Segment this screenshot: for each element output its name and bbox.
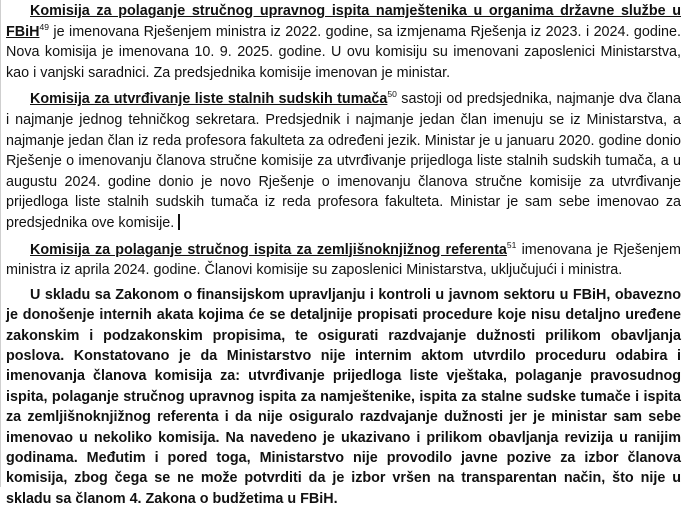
text-cursor: [178, 214, 180, 230]
paragraph-body: imenovana je Rješenjem ministra iz aprila 2024. godine. Članovi komisije su zaposlenici Ministarstva, uključujući i ministra.: [6, 241, 681, 279]
footnote-ref-50[interactable]: 50: [387, 89, 397, 100]
commission-title-upravni-ispit: Komisija za polaganje stručnog upravnog ispita namještenika u organima državne službe u FBiH: [6, 3, 681, 40]
paragraph-finding-bold: [6, 285, 681, 509]
paragraph-zemljisnoknjizni-referent: [6, 240, 681, 281]
footnote-ref-51[interactable]: 51: [506, 239, 517, 250]
paragraph-body: je imenovana Rješenjem ministra iz 2022. godine, sa izmjenama Rješenja iz 2023. i 2024. godine. Nova komisija je imenovana 10. 9. 2025. godine. U ovu komisiju su imenovani zaposlenici Ministarstva, kao i vanjski saradnici. Za predsjednika komisije imenovan je ministar.: [6, 23, 681, 81]
paragraph-upravni-ispit: [6, 0, 681, 83]
paragraph-body: sastoji od predsjednika, najmanje dva člana i najmanje jednog tehničkog sekretara. Predsjednik i najmanje jedan član imenuju se iz Ministarstva, a najmanje jedan član iz reda profesora fakulteta za određeni jezik. Ministar je u januaru 2020. godine donio Rješenje o imenovanju članova stručne komisije za utvrđivanje prijedloga liste stalnih sudskih tumača, a u augustu 2024. godine donio je novo Rješenje o imenovanju članova stručne komisije za utvrđivanje prijedloga liste stalnih sudskih tumača iz reda profesora fakulteta. Ministar je sam sebe imenovao za predsjednika ove komisije.: [6, 91, 681, 231]
commission-title-sudski-tumaci: Komisija za utvrđivanje liste stalnih sudskih tumača: [30, 91, 388, 108]
footnote-ref-49[interactable]: 49: [39, 21, 49, 32]
page-left-border: [0, 0, 4, 487]
commission-title-zemljisnoknjizni: Komisija za polaganje stručnog ispita za zemljišnoknjižnog referenta: [30, 241, 507, 258]
paragraph-sudski-tumaci: [6, 89, 681, 233]
paragraph-body: U skladu sa Zakonom o finansijskom upravljanju i kontroli u javnom sektoru u FBiH, obavezno je donošenje internih akata kojima će se detaljnije propisati procedure koje nisu detaljno uređene zakonskim i podzakonskim propisima, te osigurati razdvajanje dužnosti prilikom obavljanja poslova. Konstatovano je da Ministarstvo nije internim aktom utvrdilo proceduru odabira i imenovanja članova komisija za: utvrđivanje prijedloga liste vještaka, polaganje pravosudnog ispita, polaganje stručnog upravnog ispita za namještenike, ispita za stalne sudske tumače i ispita za zemljišnoknjižnog referenta i da nije osiguralo razdvajanje dužnosti jer je ministar sam sebe imenovao u nekoliko komisija. Na navedeno je ukazivano i prilikom obavljanja revizija u ranijim godinama. Međutim i pored toga, Ministarstvo nije provodilo javne pozive za izbor članova komisija, zbog čega se ne može potvrditi da je izbor vršen na transparentan način, što nije u skladu sa članom 4. Zakona o budžetima u FBiH.: [6, 286, 681, 507]
